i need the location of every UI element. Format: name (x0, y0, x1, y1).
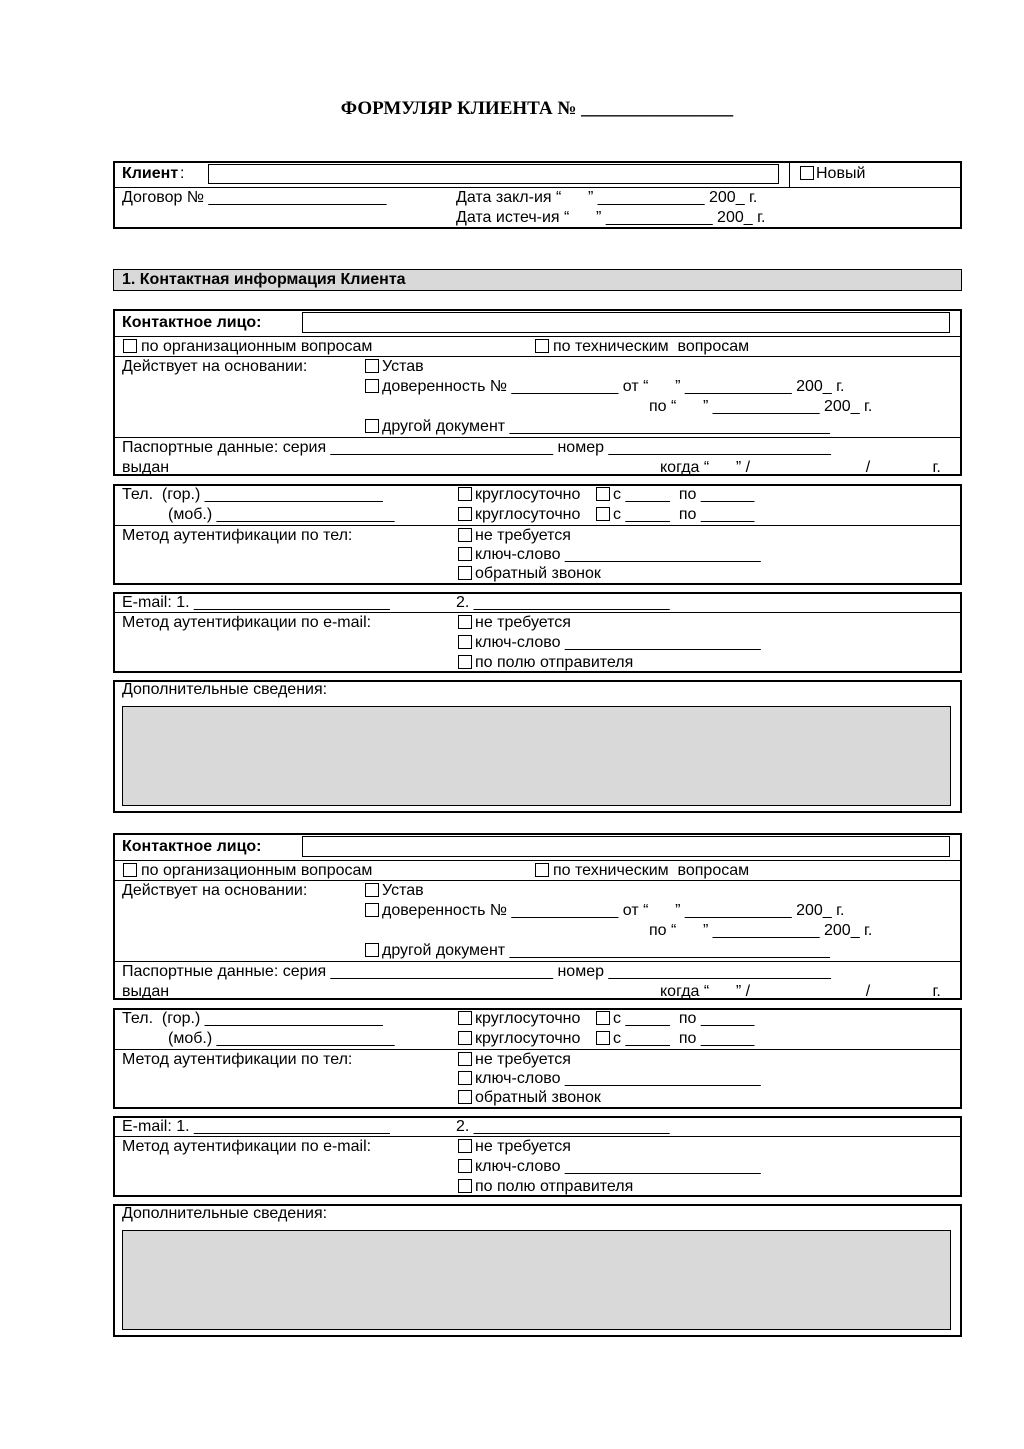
additional-info-field[interactable] (122, 1230, 951, 1330)
power-of-attorney-checkbox[interactable] (365, 379, 379, 393)
email-auth-keyword-checkbox[interactable] (458, 635, 472, 649)
client-name-field[interactable] (208, 164, 779, 184)
contact-person-label: Контактное лицо: (122, 314, 262, 331)
tel-home[interactable]: Тел. (гор.) ____________________ (122, 486, 383, 503)
new-client-checkbox[interactable] (800, 166, 814, 180)
new-client-label: Новый (816, 165, 866, 182)
auth-callback-checkbox[interactable] (458, 1090, 472, 1104)
issued-when[interactable]: когда “ ” / ____________ / ______ г. (660, 459, 941, 476)
charter-checkbox[interactable] (365, 883, 379, 897)
contract-number[interactable]: Договор № ____________________ (122, 189, 387, 206)
auth-callback-checkbox[interactable] (458, 566, 472, 580)
org-questions-checkbox[interactable] (123, 339, 137, 353)
contact-person-field[interactable] (302, 836, 950, 857)
around-clock-checkbox[interactable] (458, 507, 472, 521)
tel-home[interactable]: Тел. (гор.) ____________________ (122, 1010, 383, 1027)
date-expiry[interactable]: Дата истеч-ия “ ” ____________ 200_ г. (456, 209, 766, 226)
email-auth-not-required-checkbox[interactable] (458, 1139, 472, 1153)
email-2[interactable]: 2. ______________________ (456, 1118, 670, 1135)
from-to-checkbox[interactable] (596, 1031, 610, 1045)
passport-data[interactable]: Паспортные данные: серия _________________________ номер _________________________ (122, 439, 831, 456)
around-clock-checkbox[interactable] (458, 1031, 472, 1045)
email-auth-sender-checkbox[interactable] (458, 1179, 472, 1193)
additional-info-label: Дополнительные сведения: (122, 1205, 328, 1222)
tel-mobile[interactable]: (моб.) ____________________ (168, 506, 395, 523)
issued-by[interactable]: выдан ________________________________________________________ (122, 459, 672, 476)
additional-info-field[interactable] (122, 706, 951, 806)
auth-keyword-checkbox[interactable] (458, 547, 472, 561)
from-to-checkbox[interactable] (596, 1011, 610, 1025)
auth-not-required-checkbox[interactable] (458, 528, 472, 542)
from-to-checkbox[interactable] (596, 487, 610, 501)
power-of-attorney-checkbox[interactable] (365, 903, 379, 917)
email-auth-not-required-checkbox[interactable] (458, 615, 472, 629)
issued-when[interactable]: когда “ ” / ____________ / ______ г. (660, 983, 941, 1000)
email-2[interactable]: 2. ______________________ (456, 594, 670, 611)
client-label: Клиент (122, 165, 179, 182)
around-clock-checkbox[interactable] (458, 1011, 472, 1025)
org-questions-checkbox[interactable] (123, 863, 137, 877)
email-auth-sender-checkbox[interactable] (458, 655, 472, 669)
tech-questions-checkbox[interactable] (535, 863, 549, 877)
issued-by[interactable]: выдан ________________________________________________________ (122, 983, 672, 1000)
charter-checkbox[interactable] (365, 359, 379, 373)
tel-mobile[interactable]: (моб.) ____________________ (168, 1030, 395, 1047)
contact-person-label: Контактное лицо: (122, 838, 262, 855)
email-1[interactable]: E-mail: 1. ______________________ (122, 1118, 390, 1135)
section-title: 1. Контактная информация Клиента (122, 271, 406, 288)
additional-info-label: Дополнительные сведения: (122, 681, 328, 698)
other-document-checkbox[interactable] (365, 419, 379, 433)
form-title: ФОРМУЛЯР КЛИЕНТА № ________________ (340, 98, 734, 119)
around-clock-checkbox[interactable] (458, 487, 472, 501)
auth-keyword-checkbox[interactable] (458, 1071, 472, 1085)
contact-person-field[interactable] (302, 312, 950, 333)
auth-not-required-checkbox[interactable] (458, 1052, 472, 1066)
email-1[interactable]: E-mail: 1. ______________________ (122, 594, 390, 611)
email-auth-keyword-checkbox[interactable] (458, 1159, 472, 1173)
from-to-checkbox[interactable] (596, 507, 610, 521)
passport-data[interactable]: Паспортные данные: серия _________________________ номер _________________________ (122, 963, 831, 980)
tech-questions-checkbox[interactable] (535, 339, 549, 353)
date-conclusion[interactable]: Дата закл-ия “ ” ____________ 200_ г. (456, 189, 758, 206)
other-document-checkbox[interactable] (365, 943, 379, 957)
